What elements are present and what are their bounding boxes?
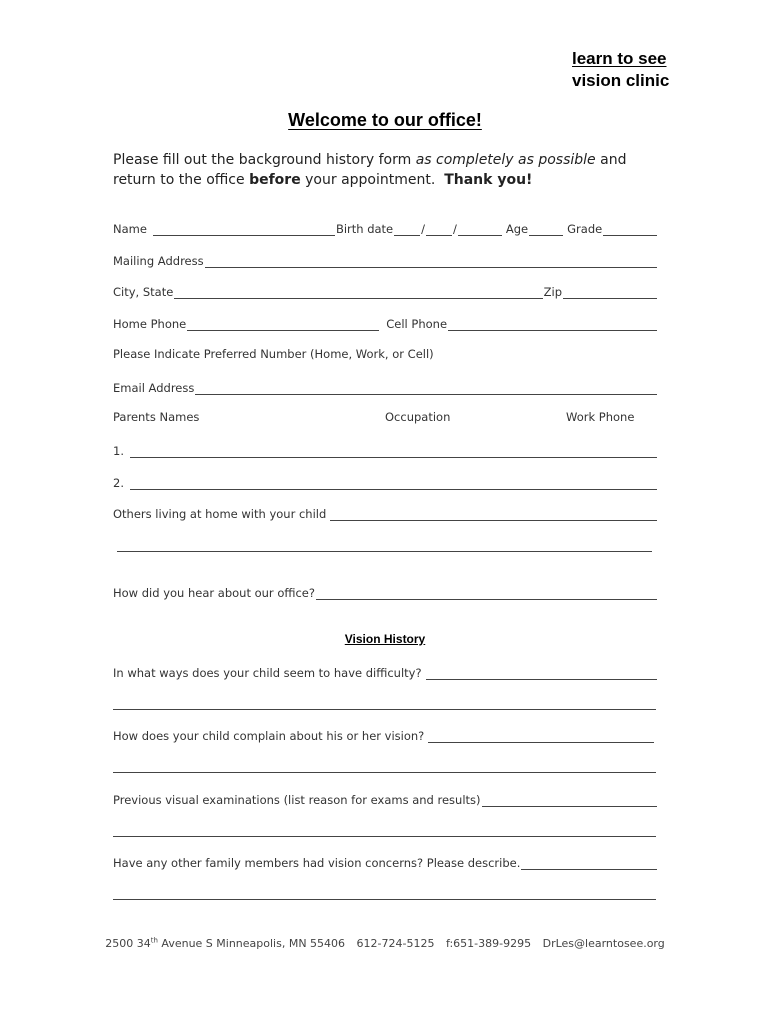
others-living-field[interactable] — [330, 508, 657, 521]
previous-exams-row — [113, 791, 658, 807]
footer-contact — [0, 936, 770, 950]
footer-fax: f:651-389-9295 — [445, 936, 532, 950]
others-living-label: Others living at home with your child — [113, 507, 327, 521]
age-field[interactable] — [529, 223, 563, 236]
email-label: Email Address — [113, 381, 195, 395]
logo-line-1: learn to see — [572, 49, 667, 68]
age-label: Age — [505, 222, 529, 236]
home-phone-label: Home Phone — [113, 317, 187, 331]
complain-question: How does your child complain about his or her vision? — [113, 729, 425, 743]
home-phone-field[interactable] — [187, 318, 379, 331]
occupation-header: Occupation — [385, 410, 451, 424]
name-label: Name — [113, 222, 147, 236]
how-hear-label: How did you hear about our office? — [113, 586, 315, 600]
cell-phone-label: Cell Phone — [386, 317, 448, 331]
footer-address — [105, 937, 345, 950]
how-hear-row — [113, 584, 658, 600]
complain-extra-line[interactable] — [113, 772, 656, 773]
intro-paragraph — [113, 150, 673, 190]
zip-field[interactable] — [563, 286, 657, 299]
phone-row — [113, 315, 658, 331]
date-separator-2: / — [453, 222, 457, 236]
family-concerns-question: Have any other family members had vision concerns? Please describe. — [113, 856, 521, 870]
email-row — [113, 379, 658, 395]
vision-history-heading: Vision History — [344, 632, 426, 646]
how-hear-field[interactable] — [316, 587, 657, 600]
grade-label: Grade — [567, 222, 603, 236]
footer-email[interactable]: DrLes@learntosee.org — [542, 936, 665, 950]
city-state-field[interactable] — [174, 286, 542, 299]
previous-exams-extra-line[interactable] — [113, 836, 656, 837]
name-field[interactable] — [153, 223, 335, 236]
intro-text-2: return to the office — [113, 172, 250, 188]
parent-2-number: 2. — [113, 476, 124, 490]
parents-names-header: Parents Names — [113, 410, 200, 424]
mailing-address-label: Mailing Address — [113, 254, 204, 268]
parent-1-field[interactable] — [130, 445, 657, 458]
footer-address-street: Avenue S Minneapolis, MN 55406 — [157, 936, 346, 950]
email-field[interactable] — [195, 382, 657, 395]
difficulty-row — [113, 664, 658, 680]
family-concerns-row — [113, 854, 658, 870]
work-phone-header: Work Phone — [566, 410, 635, 424]
parent-2-field[interactable] — [130, 477, 657, 490]
footer-phone: 612-724-5125 — [356, 936, 435, 950]
grade-field[interactable] — [603, 223, 657, 236]
mailing-address-row — [113, 252, 658, 268]
preferred-number-text: Please Indicate Preferred Number (Home, Work, or Cell) — [113, 347, 434, 361]
others-living-row — [113, 505, 658, 521]
family-concerns-extra-line[interactable] — [113, 899, 656, 900]
complain-row — [113, 727, 658, 743]
page-title: Welcome to our office! — [288, 110, 482, 130]
city-state-row — [113, 283, 658, 299]
intro-text-1: Please fill out the background history form — [113, 152, 416, 168]
city-state-label: City, State — [113, 285, 174, 299]
intro-emphasis: as completely as possible — [415, 152, 596, 168]
date-separator-1: / — [421, 222, 426, 236]
difficulty-field[interactable] — [426, 667, 657, 680]
mailing-address-field[interactable] — [205, 255, 657, 268]
family-concerns-field[interactable] — [521, 857, 657, 870]
zip-label: Zip — [543, 285, 562, 299]
parent-2-row — [113, 474, 658, 490]
name-row — [113, 220, 658, 236]
intro-text-1-end: and — [595, 152, 627, 168]
parent-1-row — [113, 442, 658, 458]
previous-exams-field[interactable] — [482, 794, 657, 807]
intro-before: before — [249, 172, 301, 188]
intro-text-2-mid: your appointment. — [300, 172, 436, 188]
intro-thanks: Thank you! — [444, 172, 533, 188]
complain-field[interactable] — [428, 730, 654, 743]
difficulty-extra-line[interactable] — [113, 709, 656, 710]
clinic-logo — [572, 48, 712, 92]
birth-month-field[interactable] — [394, 223, 420, 236]
others-living-extra-line[interactable] — [117, 551, 652, 552]
previous-exams-question: Previous visual examinations (list reason for exams and results) — [113, 793, 481, 807]
footer-address-sup: th — [150, 936, 158, 944]
cell-phone-field[interactable] — [448, 318, 657, 331]
birth-date-label: Birth date — [335, 222, 394, 236]
parent-1-number: 1. — [113, 444, 124, 458]
difficulty-question: In what ways does your child seem to have difficulty? — [113, 666, 422, 680]
birth-day-field[interactable] — [426, 223, 452, 236]
birth-year-field[interactable] — [458, 223, 502, 236]
logo-line-2: vision clinic — [572, 71, 670, 90]
footer-address-number: 2500 34 — [105, 936, 151, 950]
